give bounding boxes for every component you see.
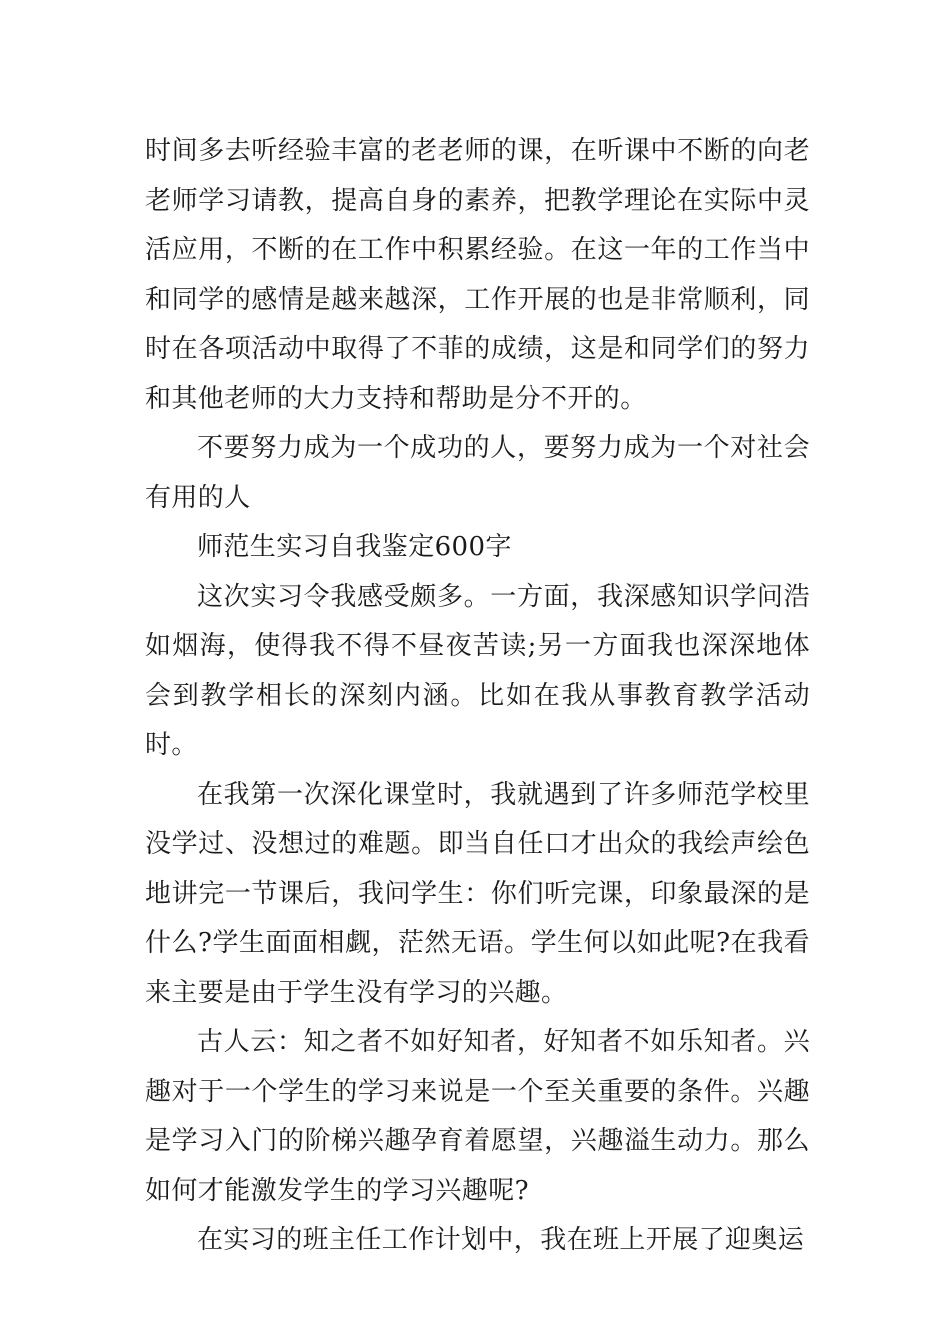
paragraph-5: 古人云：知之者不如好知者，好知者不如乐知者。兴趣对于一个学生的学习来说是一个至关重要的条件。兴趣是学习入门的阶梯兴趣孕育着愿望，兴趣溢生动力。那么如何才能激发学生的学习兴趣呢?: [145, 1027, 810, 1206]
section-heading: 师范生实习自我鉴定600字: [197, 532, 512, 562]
paragraph-2: 不要努力成为一个成功的人，要努力成为一个对社会有用的人: [145, 433, 810, 513]
document-body: [145, 127, 810, 1266]
paragraph-6: 在实习的班主任工作计划中，我在班上开展了迎奥运: [197, 1225, 805, 1255]
paragraph-4: 在我第一次深化课堂时，我就遇到了许多师范学校里没学过、没想过的难题。即当自任口才出众的我绘声绘色地讲完一节课后，我问学生：你们听完课，印象最深的是什么?学生面面相觑，茫然无语。学生何以如此呢?在我看来主要是由于学生没有学习的兴趣。: [145, 779, 810, 1008]
paragraph-1: 时间多去听经验丰富的老老师的课，在听课中不断的向老老师学习请教，提高自身的素养，把教学理论在实际中灵活应用，不断的在工作中积累经验。在这一年的工作当中和同学的感情是越来越深，工作开展的也是非常顺利，同时在各项活动中取得了不菲的成绩，这是和同学们的努力和其他老师的大力支持和帮助是分不开的。: [145, 136, 810, 414]
paragraph-3: 这次实习令我感受颇多。一方面，我深感知识学问浩如烟海，使得我不得不昼夜苦读;另一方面我也深深地体会到教学相长的深刻内涵。比如在我从事教育教学活动时。: [145, 581, 810, 760]
